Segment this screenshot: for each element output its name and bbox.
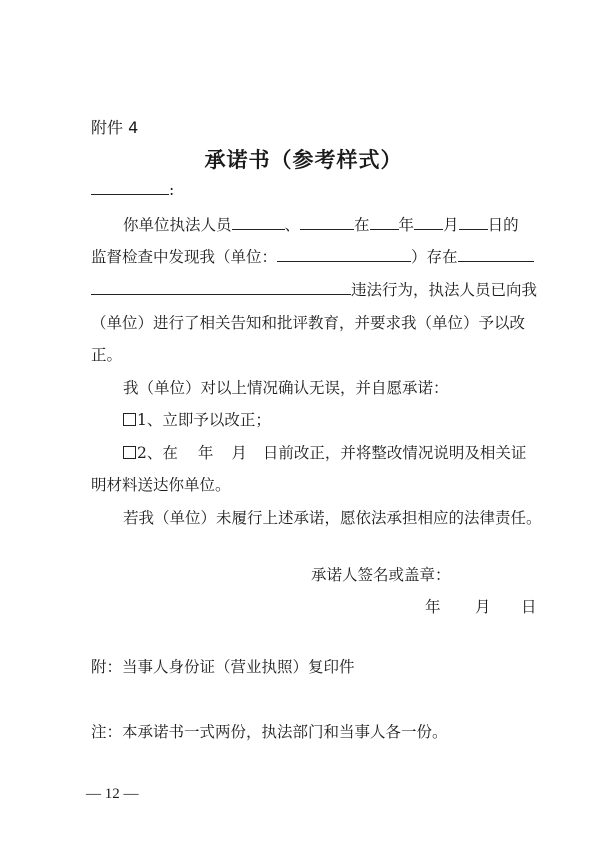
month-blank[interactable] (414, 215, 443, 230)
salutation-colon: : (169, 181, 175, 199)
officer-1-blank[interactable] (232, 215, 285, 230)
body-line-2 (91, 245, 534, 267)
text: 监督检查中发现我（单位： (91, 248, 278, 266)
salutation (91, 180, 174, 199)
day-blank[interactable] (459, 215, 488, 230)
footnote: 注：本承诺书一式两份，执法部门和当事人各一份。 (91, 723, 448, 741)
body-line-5: 正。 (91, 346, 123, 364)
attachment-note: 附：当事人身份证（营业执照）复印件 (91, 658, 355, 676)
text: 月 (443, 216, 459, 234)
year-blank[interactable] (370, 215, 399, 230)
addressee-blank[interactable] (91, 180, 169, 195)
page-number: — 12 — (86, 786, 139, 802)
unit-blank[interactable] (277, 247, 411, 262)
text: 在 (354, 216, 370, 234)
signature-date-year: 年 (425, 598, 441, 616)
violation-blank-1[interactable] (458, 247, 534, 262)
text: 1、立即予以改正； (137, 411, 271, 429)
text: 年 (398, 216, 415, 234)
document-title: 承诺书（参考样式） (204, 147, 403, 172)
text: 2、在 (137, 444, 178, 462)
text: 违法行为，执法人员已向我 (351, 281, 538, 299)
body-line-6: 我（单位）对以上情况确认无误，并自愿承诺： (123, 379, 449, 397)
text: 日的 (487, 216, 519, 234)
text: 你单位执法人员 (123, 216, 232, 234)
text: 日前改正，并将整改情况说明及相关证 (262, 444, 527, 462)
text: ）存在 (411, 248, 458, 266)
annex-label: 附件 4 (91, 118, 139, 137)
body-line-4: （单位）进行了相关告知和批评教育，并要求我（单位）予以改 (91, 314, 526, 332)
text: 年 (197, 444, 214, 462)
signature-date-day: 日 (521, 598, 537, 616)
commitment-option-2-continued: 明材料送达你单位。 (91, 476, 231, 494)
text: 、 (284, 216, 301, 234)
text: 月 (231, 444, 247, 462)
commitment-option-1 (123, 408, 271, 430)
signature-date-month: 月 (475, 598, 491, 616)
violation-blank-2[interactable] (91, 280, 351, 295)
option-2-checkbox[interactable] (123, 446, 136, 459)
option-1-checkbox[interactable] (123, 413, 136, 426)
officer-2-blank[interactable] (300, 215, 354, 230)
commitment-option-2 (123, 441, 526, 463)
signature-label: 承诺人签名或盖章： (311, 566, 451, 584)
closing-statement: 若我（单位）未履行上述承诺，愿依法承担相应的法律责任。 (123, 509, 542, 527)
body-line-1 (123, 213, 519, 235)
body-line-3 (91, 278, 537, 300)
